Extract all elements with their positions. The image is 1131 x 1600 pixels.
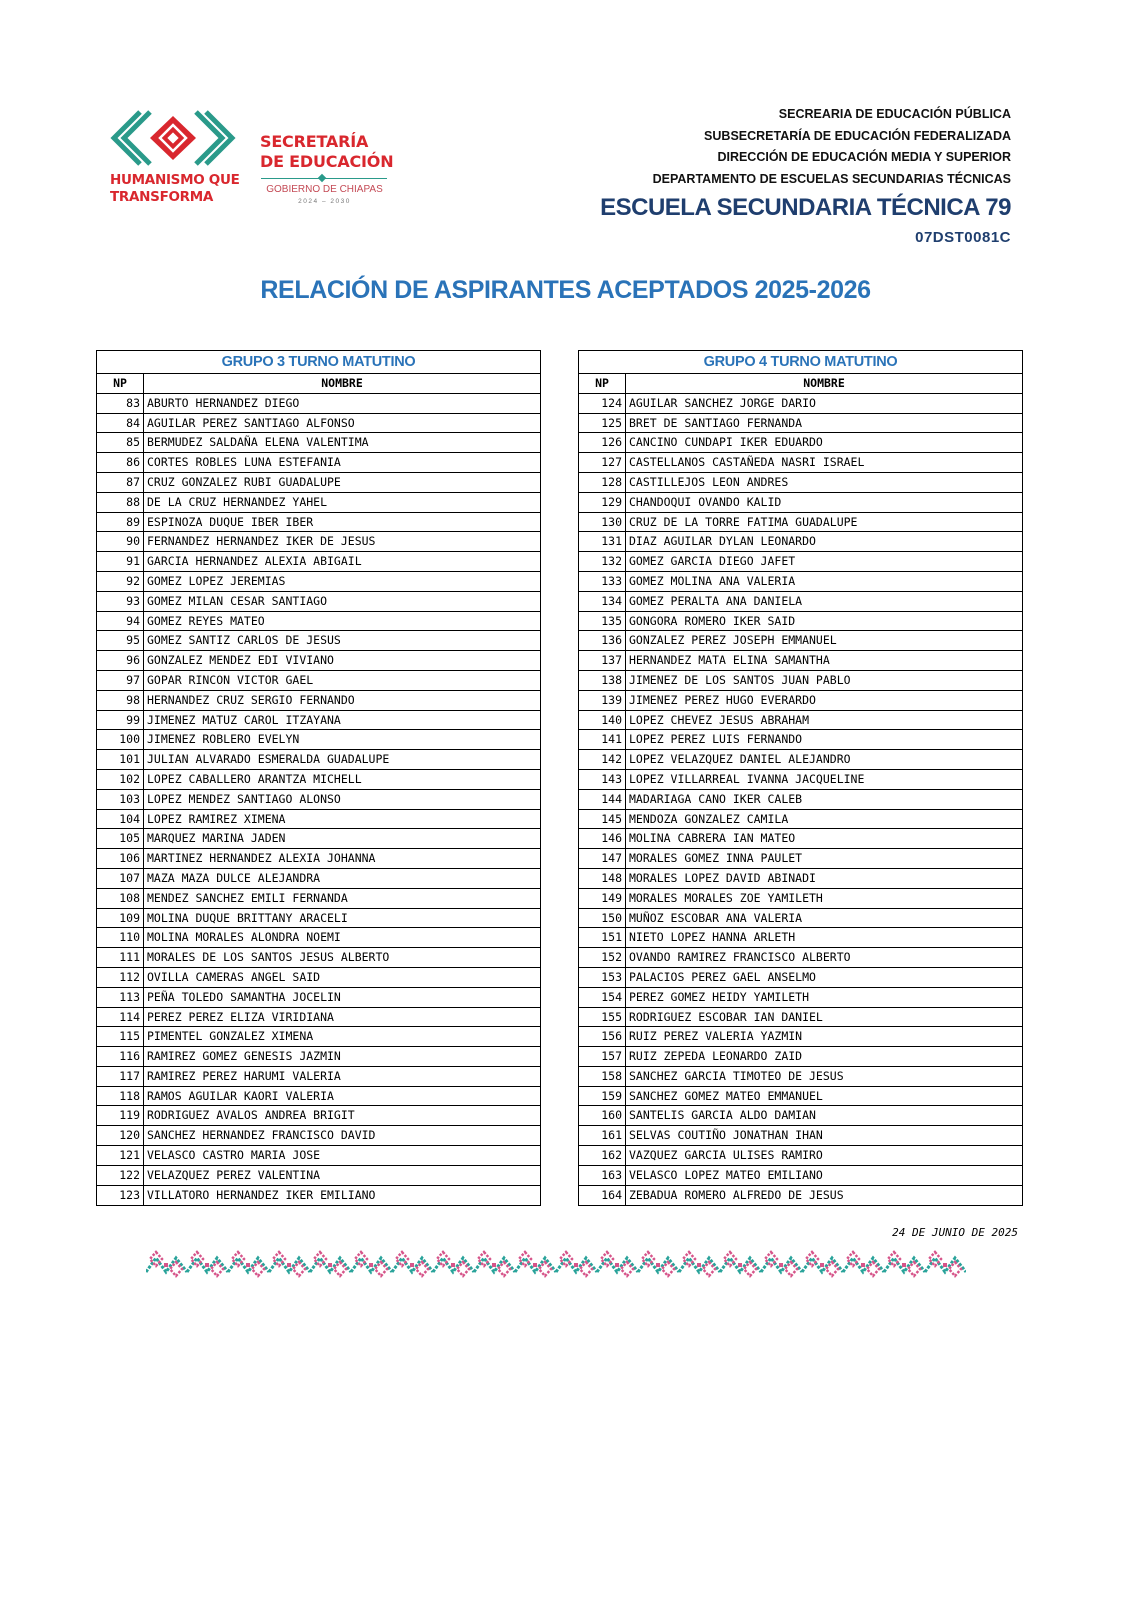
row-np: 138 (579, 671, 626, 690)
header-line-4: DEPARTAMENTO DE ESCUELAS SECUNDARIAS TÉCNICAS (652, 171, 1011, 186)
table-row (579, 473, 1022, 493)
row-name: MENDOZA GONZALEZ CAMILA (629, 811, 789, 826)
row-np: 101 (97, 750, 144, 769)
group-title: GRUPO 4 TURNO MATUTINO (579, 351, 1022, 374)
row-name: DE LA CRUZ HERNANDEZ YAHEL (147, 494, 328, 509)
row-np: 154 (579, 988, 626, 1007)
row-name: LOPEZ VELAZQUEZ DANIEL ALEJANDRO (629, 752, 851, 767)
row-np: 152 (579, 948, 626, 967)
logo-motto (110, 172, 240, 206)
table-row (579, 750, 1022, 770)
row-np: 134 (579, 592, 626, 611)
row-name: GOMEZ LOPEZ JEREMIAS (147, 573, 286, 588)
row-name: RODRIGUEZ ESCOBAR IAN DANIEL (629, 1009, 823, 1024)
row-np: 85 (97, 433, 144, 452)
row-name: PALACIOS PEREZ GAEL ANSELMO (629, 969, 816, 984)
table-row (97, 513, 540, 533)
table-row (579, 453, 1022, 473)
row-name: RAMOS AGUILAR KAORI VALERIA (147, 1088, 334, 1103)
row-name: MOLINA CABRERA IAN MATEO (629, 831, 796, 846)
row-np: 113 (97, 988, 144, 1007)
table-row (97, 552, 540, 572)
table-row (579, 1047, 1022, 1067)
school-name: ESCUELA SECUNDARIA TÉCNICA 79 (600, 194, 1011, 221)
row-np: 126 (579, 433, 626, 452)
table-row (579, 968, 1022, 988)
row-name: LOPEZ RAMIREZ XIMENA (147, 811, 286, 826)
group-title: GRUPO 3 TURNO MATUTINO (97, 351, 540, 374)
row-name: BRET DE SANTIAGO FERNANDA (629, 415, 803, 430)
table-row (579, 1106, 1022, 1126)
row-np: 89 (97, 513, 144, 532)
row-np: 117 (97, 1067, 144, 1086)
row-np: 86 (97, 453, 144, 472)
row-np: 124 (579, 394, 626, 413)
row-name: JIMENEZ MATUZ CAROL ITZAYANA (147, 712, 341, 727)
table-row (579, 1186, 1022, 1206)
row-np: 118 (97, 1087, 144, 1106)
table-row (97, 988, 540, 1008)
table-row (579, 433, 1022, 453)
row-np: 160 (579, 1106, 626, 1125)
row-np: 132 (579, 552, 626, 571)
row-name: CANCINO CUNDAPI IKER EDUARDO (629, 435, 823, 450)
logo-secretaria (260, 132, 393, 172)
table-row (97, 849, 540, 869)
table-row (97, 790, 540, 810)
table-row (97, 770, 540, 790)
table-row (97, 928, 540, 948)
table-row (97, 968, 540, 988)
row-np: 87 (97, 473, 144, 492)
document-date: 24 DE JUNIO DE 2025 (892, 1226, 1018, 1239)
table-row (97, 810, 540, 830)
row-name: AGUILAR SANCHEZ JORGE DARIO (629, 395, 816, 410)
table-row (97, 651, 540, 671)
table-row (97, 750, 540, 770)
table-row (579, 414, 1022, 434)
table-row (579, 889, 1022, 909)
table-row (97, 1047, 540, 1067)
row-np: 133 (579, 572, 626, 591)
column-header-name: NOMBRE (803, 376, 845, 390)
table-row (579, 790, 1022, 810)
row-name: MORALES LOPEZ DAVID ABINADI (629, 870, 816, 885)
row-name: ESPINOZA DUQUE IBER IBER (147, 514, 314, 529)
row-np: 83 (97, 394, 144, 413)
row-np: 130 (579, 513, 626, 532)
table-row (579, 572, 1022, 592)
row-name: SANCHEZ HERNANDEZ FRANCISCO DAVID (147, 1128, 376, 1143)
row-name: MUÑOZ ESCOBAR ANA VALERIA (629, 910, 803, 925)
row-np: 110 (97, 928, 144, 947)
table-row (579, 1126, 1022, 1146)
table-row (97, 948, 540, 968)
table-row (97, 532, 540, 552)
row-np: 153 (579, 968, 626, 987)
row-name: GOMEZ PERALTA ANA DANIELA (629, 593, 803, 608)
table-row (579, 988, 1022, 1008)
row-np: 119 (97, 1106, 144, 1125)
row-name: HERNANDEZ CRUZ SERGIO FERNANDO (147, 692, 355, 707)
row-name: CASTILLEJOS LEON ANDRES (629, 474, 789, 489)
row-np: 141 (579, 730, 626, 749)
table-row (97, 1106, 540, 1126)
row-name: VELASCO CASTRO MARIA JOSE (147, 1148, 321, 1163)
row-np: 92 (97, 572, 144, 591)
row-np: 111 (97, 948, 144, 967)
motto-line-2: TRANSFORMA (110, 189, 214, 205)
table-row (97, 909, 540, 929)
table-row (97, 631, 540, 651)
row-np: 116 (97, 1047, 144, 1066)
row-np: 162 (579, 1146, 626, 1165)
row-name: AGUILAR PEREZ SANTIAGO ALFONSO (147, 415, 355, 430)
logo-years: 2024 – 2030 (298, 198, 351, 205)
secretaria-line-1: SECRETARÍA (260, 132, 369, 151)
table-row (97, 1166, 540, 1186)
table-row (579, 770, 1022, 790)
row-name: GONZALEZ MENDEZ EDI VIVIANO (147, 653, 334, 668)
row-name: GOMEZ GARCIA DIEGO JAFET (629, 554, 796, 569)
row-name: PEREZ PEREZ ELIZA VIRIDIANA (147, 1009, 334, 1024)
table-row (579, 612, 1022, 632)
row-name: CRUZ GONZALEZ RUBI GUADALUPE (147, 474, 341, 489)
row-np: 102 (97, 770, 144, 789)
row-np: 90 (97, 532, 144, 551)
table-row (579, 948, 1022, 968)
document-title: RELACIÓN DE ASPIRANTES ACEPTADOS 2025-2026 (260, 276, 871, 304)
row-np: 93 (97, 592, 144, 611)
table-row (97, 1146, 540, 1166)
table-row (579, 1087, 1022, 1107)
row-name: PEREZ GOMEZ HEIDY YAMILETH (629, 989, 810, 1004)
row-np: 163 (579, 1166, 626, 1185)
row-np: 156 (579, 1027, 626, 1046)
table-header-row (97, 374, 540, 394)
table-row (97, 730, 540, 750)
row-name: RAMIREZ GOMEZ GENESIS JAZMIN (147, 1049, 341, 1064)
table-row (97, 869, 540, 889)
row-name: VELASCO LOPEZ MATEO EMILIANO (629, 1167, 823, 1182)
row-name: CHANDOQUI OVANDO KALID (629, 494, 782, 509)
table-row (579, 711, 1022, 731)
column-header-np: NP (579, 374, 626, 393)
table-row (97, 691, 540, 711)
row-np: 88 (97, 493, 144, 512)
motto-line-1: HUMANISMO QUE (110, 172, 240, 188)
row-name: GOMEZ MILAN CESAR SANTIAGO (147, 593, 328, 608)
row-name: JIMENEZ PEREZ HUGO EVERARDO (629, 692, 816, 707)
government-logo (108, 108, 408, 208)
row-np: 129 (579, 493, 626, 512)
row-name: VILLATORO HERNANDEZ IKER EMILIANO (147, 1187, 376, 1202)
table-row (97, 1027, 540, 1047)
row-name: ABURTO HERNANDEZ DIEGO (147, 395, 300, 410)
table-row (579, 928, 1022, 948)
table-row (579, 909, 1022, 929)
row-name: RUIZ PEREZ VALERIA YAZMIN (629, 1029, 803, 1044)
row-name: PIMENTEL GONZALEZ XIMENA (147, 1029, 314, 1044)
chiapas-emblem-icon (110, 108, 236, 170)
row-np: 84 (97, 414, 144, 433)
row-np: 147 (579, 849, 626, 868)
table-row (579, 1027, 1022, 1047)
row-np: 108 (97, 889, 144, 908)
header-line-1: SECREARIA DE EDUCACIÓN PÚBLICA (778, 107, 1011, 121)
table-row (579, 513, 1022, 533)
row-name: DIAZ AGUILAR DYLAN LEONARDO (629, 534, 816, 549)
table-row (97, 433, 540, 453)
table-row (579, 651, 1022, 671)
institution-header (600, 104, 1011, 250)
table-row (579, 671, 1022, 691)
row-name: SANCHEZ GARCIA TIMOTEO DE JESUS (629, 1068, 844, 1083)
row-name: LOPEZ PEREZ LUIS FERNANDO (629, 732, 803, 747)
row-name: HERNANDEZ MATA ELINA SAMANTHA (629, 653, 830, 668)
row-np: 142 (579, 750, 626, 769)
table-row (579, 691, 1022, 711)
logo-gobierno: GOBIERNO DE CHIAPAS (266, 184, 383, 195)
row-name: RUIZ ZEPEDA LEONARDO ZAID (629, 1049, 803, 1064)
row-np: 120 (97, 1126, 144, 1145)
row-np: 155 (579, 1008, 626, 1027)
table-row (97, 1067, 540, 1087)
row-name: GONGORA ROMERO IKER SAID (629, 613, 796, 628)
row-name: SELVAS COUTIÑO JONATHAN IHAN (629, 1128, 823, 1143)
row-np: 103 (97, 790, 144, 809)
row-name: VELAZQUEZ PEREZ VALENTINA (147, 1167, 321, 1182)
row-np: 150 (579, 909, 626, 928)
table-row (579, 532, 1022, 552)
table-row (579, 810, 1022, 830)
secretaria-line-2: DE EDUCACIÓN (260, 152, 394, 171)
table-row (579, 1008, 1022, 1028)
row-np: 145 (579, 810, 626, 829)
row-name: CASTELLANOS CASTAÑEDA NASRI ISRAEL (629, 455, 865, 470)
table-row (579, 829, 1022, 849)
row-name: MARQUEZ MARINA JADEN (147, 831, 286, 846)
row-name: MOLINA DUQUE BRITTANY ARACELI (147, 910, 348, 925)
row-np: 97 (97, 671, 144, 690)
header-line-3: DIRECCIÓN DE EDUCACIÓN MEDIA Y SUPERIOR (717, 150, 1011, 164)
row-np: 136 (579, 631, 626, 650)
row-np: 128 (579, 473, 626, 492)
row-name: JULIAN ALVARADO ESMERALDA GUADALUPE (147, 752, 390, 767)
row-np: 148 (579, 869, 626, 888)
row-name: MADARIAGA CANO IKER CALEB (629, 791, 803, 806)
row-np: 131 (579, 532, 626, 551)
table-row (97, 1087, 540, 1107)
row-name: GARCIA HERNANDEZ ALEXIA ABIGAIL (147, 554, 362, 569)
row-name: GOMEZ REYES MATEO (147, 613, 265, 628)
row-name: ZEBADUA ROMERO ALFREDO DE JESUS (629, 1187, 844, 1202)
table-row (579, 1146, 1022, 1166)
table-row (97, 1008, 540, 1028)
row-np: 149 (579, 889, 626, 908)
row-name: NIETO LOPEZ HANNA ARLETH (629, 930, 796, 945)
row-np: 125 (579, 414, 626, 433)
row-name: LOPEZ CABALLERO ARANTZA MICHELL (147, 771, 362, 786)
row-np: 98 (97, 691, 144, 710)
table-row (579, 592, 1022, 612)
table-row (97, 829, 540, 849)
table-row (579, 1067, 1022, 1087)
row-np: 115 (97, 1027, 144, 1046)
row-name: BERMUDEZ SALDAÑA ELENA VALENTIMA (147, 435, 369, 450)
row-name: MORALES MORALES ZOE YAMILETH (629, 890, 823, 905)
row-name: LOPEZ CHEVEZ JESUS ABRAHAM (629, 712, 810, 727)
table-row (579, 394, 1022, 414)
row-name: GOMEZ SANTIZ CARLOS DE JESUS (147, 633, 341, 648)
row-np: 151 (579, 928, 626, 947)
header-line-2: SUBSECRETARÍA DE EDUCACIÓN FEDERALIZADA (704, 128, 1011, 143)
row-np: 135 (579, 612, 626, 631)
row-name: CORTES ROBLES LUNA ESTEFANIA (147, 455, 341, 470)
column-header-np: NP (97, 374, 144, 393)
row-np: 104 (97, 810, 144, 829)
row-name: SANCHEZ GOMEZ MATEO EMMANUEL (629, 1088, 823, 1103)
row-np: 122 (97, 1166, 144, 1185)
row-np: 157 (579, 1047, 626, 1066)
row-name: MARTINEZ HERNANDEZ ALEXIA JOHANNA (147, 851, 376, 866)
row-name: JIMENEZ ROBLERO EVELYN (147, 732, 300, 747)
row-name: LOPEZ MENDEZ SANTIAGO ALONSO (147, 791, 341, 806)
row-name: GOPAR RINCON VICTOR GAEL (147, 672, 314, 687)
row-name: GONZALEZ PEREZ JOSEPH EMMANUEL (629, 633, 837, 648)
row-np: 139 (579, 691, 626, 710)
row-np: 94 (97, 612, 144, 631)
column-header-name: NOMBRE (321, 376, 363, 390)
row-np: 164 (579, 1186, 626, 1206)
row-name: JIMENEZ DE LOS SANTOS JUAN PABLO (629, 672, 851, 687)
row-name: PEÑA TOLEDO SAMANTHA JOCELIN (147, 989, 341, 1004)
row-np: 100 (97, 730, 144, 749)
row-name: RAMIREZ PEREZ HARUMI VALERIA (147, 1068, 341, 1083)
row-np: 112 (97, 968, 144, 987)
row-np: 105 (97, 829, 144, 848)
row-np: 106 (97, 849, 144, 868)
row-np: 96 (97, 651, 144, 670)
table-row (97, 493, 540, 513)
table-row (97, 394, 540, 414)
textile-border-pattern-icon (146, 1250, 966, 1278)
row-name: MORALES DE LOS SANTOS JESUS ALBERTO (147, 950, 390, 965)
row-name: MENDEZ SANCHEZ EMILI FERNANDA (147, 890, 348, 905)
table-row (579, 1166, 1022, 1186)
table-row (97, 612, 540, 632)
row-np: 127 (579, 453, 626, 472)
row-np: 121 (97, 1146, 144, 1165)
table-row (579, 493, 1022, 513)
row-name: OVANDO RAMIREZ FRANCISCO ALBERTO (629, 950, 851, 965)
row-name: LOPEZ VILLARREAL IVANNA JACQUELINE (629, 771, 865, 786)
table-header-row (579, 374, 1022, 394)
group-table-4 (578, 350, 1023, 1206)
table-row (579, 869, 1022, 889)
row-name: VAZQUEZ GARCIA ULISES RAMIRO (629, 1148, 823, 1163)
table-row (579, 631, 1022, 651)
row-name: GOMEZ MOLINA ANA VALERIA (629, 573, 796, 588)
table-row (97, 889, 540, 909)
row-np: 109 (97, 909, 144, 928)
row-np: 159 (579, 1087, 626, 1106)
row-name: RODRIGUEZ AVALOS ANDREA BRIGIT (147, 1108, 355, 1123)
row-np: 123 (97, 1186, 144, 1206)
table-row (579, 849, 1022, 869)
row-np: 146 (579, 829, 626, 848)
row-np: 95 (97, 631, 144, 650)
row-np: 161 (579, 1126, 626, 1145)
row-np: 91 (97, 552, 144, 571)
row-np: 107 (97, 869, 144, 888)
table-row (97, 473, 540, 493)
table-row (97, 414, 540, 434)
row-name: MORALES GOMEZ INNA PAULET (629, 851, 803, 866)
row-name: OVILLA CAMERAS ANGEL SAID (147, 969, 321, 984)
school-code: 07DST0081C (915, 229, 1011, 246)
table-row (97, 453, 540, 473)
row-name: MOLINA MORALES ALONDRA NOEMI (147, 930, 341, 945)
table-row (97, 711, 540, 731)
table-row (97, 572, 540, 592)
row-np: 99 (97, 711, 144, 730)
row-np: 144 (579, 790, 626, 809)
table-row (97, 1126, 540, 1146)
table-row (579, 552, 1022, 572)
table-row (579, 730, 1022, 750)
row-np: 158 (579, 1067, 626, 1086)
row-np: 137 (579, 651, 626, 670)
row-name: SANTELIS GARCIA ALDO DAMIAN (629, 1108, 816, 1123)
row-np: 140 (579, 711, 626, 730)
logo-diamond-icon (318, 174, 326, 182)
table-row (97, 671, 540, 691)
table-row (97, 592, 540, 612)
group-table-3 (96, 350, 541, 1206)
row-name: FERNANDEZ HERNANDEZ IKER DE JESUS (147, 534, 376, 549)
row-name: MAZA MAZA DULCE ALEJANDRA (147, 870, 321, 885)
row-np: 143 (579, 770, 626, 789)
row-name: CRUZ DE LA TORRE FATIMA GUADALUPE (629, 514, 858, 529)
table-row (97, 1186, 540, 1206)
row-np: 114 (97, 1008, 144, 1027)
